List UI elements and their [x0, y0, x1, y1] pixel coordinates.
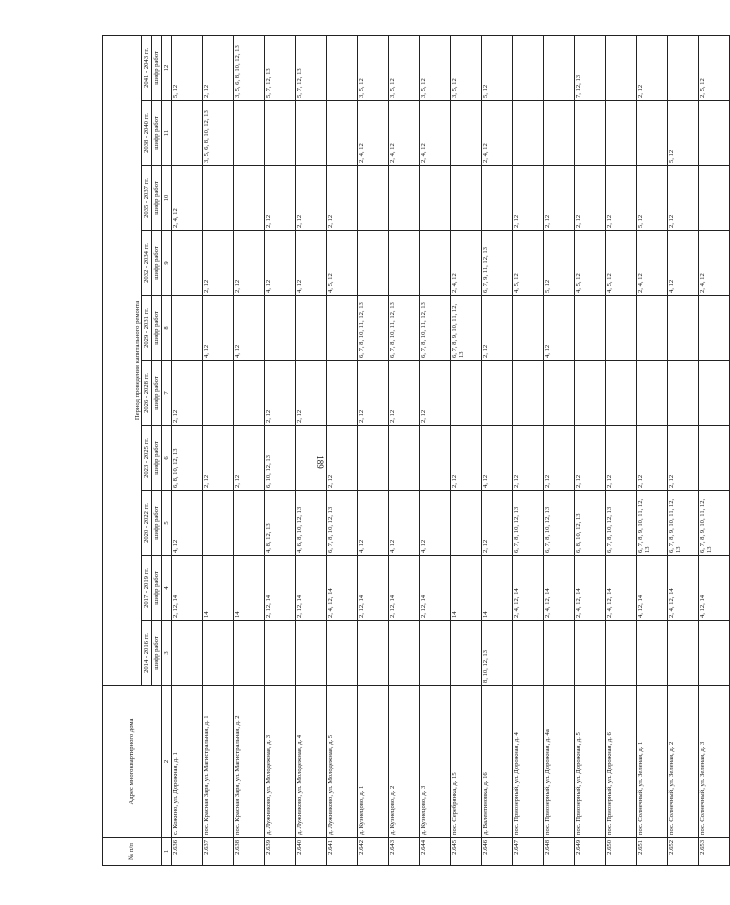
- work-code-cell: 4, 5, 12: [513, 231, 544, 296]
- work-code-cell: 4, 12: [296, 231, 327, 296]
- row-number: 2.650: [606, 838, 637, 866]
- work-code-cell: 2, 12, 14: [172, 556, 203, 621]
- work-code-cell: [699, 166, 730, 231]
- header-period-4: 2023 - 2025 гг.: [142, 426, 152, 491]
- row-address: д. Лужниково, ул. Молодежная, д. 4: [296, 686, 327, 838]
- row-number: 2.636: [172, 838, 203, 866]
- work-code-cell: [544, 621, 575, 686]
- work-code-cell: 14: [234, 556, 265, 621]
- header-num: № п/п: [103, 838, 162, 866]
- work-code-cell: [575, 361, 606, 426]
- work-code-cell: 4, 12: [420, 491, 451, 556]
- row-address: д. Лужниково, ул. Молодежная, д. 3: [265, 686, 296, 838]
- work-code-cell: [451, 166, 482, 231]
- work-code-cell: [389, 231, 420, 296]
- work-code-cell: 5, 12: [668, 101, 699, 166]
- work-code-cell: [637, 296, 668, 361]
- work-code-cell: [575, 101, 606, 166]
- work-code-cell: 4, 12, 14: [637, 556, 668, 621]
- row-address: д. Лужниково, ул. Молодежная, д. 5: [327, 686, 358, 838]
- row-address: пос. Солнечный, ул. Зеленая, д. 1: [637, 686, 668, 838]
- work-code-cell: [327, 361, 358, 426]
- column-number: 10: [162, 166, 172, 231]
- work-code-cell: 6, 7, 8, 9, 10, 11, 12, 13: [699, 491, 730, 556]
- work-code-cell: [451, 101, 482, 166]
- column-number: 5: [162, 491, 172, 556]
- work-code-cell: 3, 5, 6, 8, 10, 12, 13: [234, 35, 265, 100]
- work-code-cell: 2, 12: [327, 166, 358, 231]
- work-code-cell: [606, 621, 637, 686]
- work-code-cell: 2, 4, 12, 14: [327, 556, 358, 621]
- row-number: 2.645: [451, 838, 482, 866]
- work-code-cell: [234, 166, 265, 231]
- work-code-cell: [265, 296, 296, 361]
- work-code-cell: [699, 296, 730, 361]
- rotated-page: [102, 36, 714, 866]
- work-code-cell: 2, 4, 12, 14: [513, 556, 544, 621]
- table-row: [451, 35, 482, 865]
- work-code-cell: [296, 426, 327, 491]
- header-work-code: шифр работ: [152, 35, 162, 100]
- row-number: 2.647: [513, 838, 544, 866]
- work-code-cell: 2, 12: [668, 426, 699, 491]
- work-code-cell: 4, 12: [203, 296, 234, 361]
- column-number: 9: [162, 231, 172, 296]
- work-code-cell: 6, 7, 8, 10, 11, 12, 13: [420, 296, 451, 361]
- work-code-cell: 6, 7, 8, 10, 12, 13: [513, 491, 544, 556]
- row-number: 2.640: [296, 838, 327, 866]
- work-code-cell: 5, 12: [482, 35, 513, 100]
- work-code-cell: [172, 296, 203, 361]
- column-number: 6: [162, 426, 172, 491]
- work-code-cell: 4, 12, 14: [699, 556, 730, 621]
- work-code-cell: 3, 5, 12: [451, 35, 482, 100]
- work-code-cell: [606, 361, 637, 426]
- work-code-cell: 2, 12: [203, 35, 234, 100]
- row-address: д. Кузнецово, д. 2: [389, 686, 420, 838]
- work-code-cell: [327, 296, 358, 361]
- work-code-cell: 2, 12: [172, 361, 203, 426]
- work-code-cell: 2, 12: [203, 426, 234, 491]
- header-period-8: 2035 - 2037 гг.: [142, 166, 152, 231]
- work-code-cell: [668, 361, 699, 426]
- work-code-cell: [451, 361, 482, 426]
- work-code-cell: 2, 12: [637, 426, 668, 491]
- work-code-cell: 2, 4, 12: [451, 231, 482, 296]
- work-code-cell: [575, 621, 606, 686]
- work-code-cell: [699, 426, 730, 491]
- row-address: д. Валентиновка, д. 16: [482, 686, 513, 838]
- row-number: 2.649: [575, 838, 606, 866]
- work-code-cell: 4, 12: [172, 491, 203, 556]
- work-code-cell: 6, 7, 8, 10, 12, 13: [606, 491, 637, 556]
- work-code-cell: 6, 10, 12, 13: [265, 426, 296, 491]
- work-code-cell: 2, 12: [296, 166, 327, 231]
- work-code-cell: [327, 35, 358, 100]
- header-address: Адрес многоквартирного дома: [103, 686, 162, 838]
- table-row: [668, 35, 699, 865]
- header-work-code: шифр работ: [152, 621, 162, 686]
- work-code-cell: 2, 12: [482, 296, 513, 361]
- work-code-cell: 2, 12: [203, 231, 234, 296]
- work-code-cell: 2, 12: [389, 361, 420, 426]
- work-code-cell: 2, 4, 12: [482, 101, 513, 166]
- work-code-cell: [606, 101, 637, 166]
- table-row: [389, 35, 420, 865]
- work-code-cell: 2, 4, 12, 14: [668, 556, 699, 621]
- work-code-cell: 7, 12, 13: [575, 35, 606, 100]
- work-code-cell: [637, 101, 668, 166]
- work-code-cell: 2, 12, 14: [420, 556, 451, 621]
- row-number: 2.643: [389, 838, 420, 866]
- work-code-cell: [575, 296, 606, 361]
- work-code-cell: 2, 12: [606, 426, 637, 491]
- work-code-cell: [637, 621, 668, 686]
- work-code-cell: 6, 7, 8, 9, 10, 11, 12, 13: [668, 491, 699, 556]
- work-code-cell: [203, 166, 234, 231]
- work-code-cell: 6, 7, 8, 10, 11, 12, 13: [358, 296, 389, 361]
- table-row: [606, 35, 637, 865]
- row-number: 2.653: [699, 838, 730, 866]
- work-code-cell: [668, 35, 699, 100]
- row-address: пос. Приозерный, ул. Дорожная, д. 5: [575, 686, 606, 838]
- work-code-cell: [389, 621, 420, 686]
- row-address: пос. Серебрянка, д. 15: [451, 686, 482, 838]
- work-code-cell: 2, 12: [668, 166, 699, 231]
- work-code-cell: [451, 621, 482, 686]
- row-number: 2.637: [203, 838, 234, 866]
- work-code-cell: 2, 4, 12: [172, 166, 203, 231]
- column-number: 4: [162, 556, 172, 621]
- work-code-cell: [544, 35, 575, 100]
- work-code-cell: [420, 426, 451, 491]
- work-code-cell: [234, 101, 265, 166]
- column-number: 8: [162, 296, 172, 361]
- column-number: 3: [162, 621, 172, 686]
- work-code-cell: [482, 361, 513, 426]
- header-period-3: 2020 - 2022 гг.: [142, 491, 152, 556]
- column-number: 2: [162, 686, 172, 838]
- work-code-cell: 6, 8, 10, 12, 13: [172, 426, 203, 491]
- work-code-cell: [296, 101, 327, 166]
- table-row: [637, 35, 668, 865]
- work-code-cell: 2, 12: [327, 426, 358, 491]
- work-code-cell: [668, 296, 699, 361]
- header-work-code: шифр работ: [152, 426, 162, 491]
- work-code-cell: 2, 12: [606, 166, 637, 231]
- header-work-code: шифр работ: [152, 166, 162, 231]
- work-code-cell: [296, 296, 327, 361]
- work-code-cell: 2, 4, 12, 14: [606, 556, 637, 621]
- work-code-cell: 4, 5, 12: [606, 231, 637, 296]
- column-number: 1: [162, 838, 172, 866]
- work-code-cell: 3, 5, 12: [389, 35, 420, 100]
- work-code-cell: 2, 12: [234, 231, 265, 296]
- row-number: 2.644: [420, 838, 451, 866]
- work-code-cell: 5, 12: [637, 166, 668, 231]
- work-code-cell: 2, 12: [575, 166, 606, 231]
- work-code-cell: 2, 4, 12, 14: [575, 556, 606, 621]
- capital-repair-table: [102, 35, 730, 866]
- work-code-cell: [482, 166, 513, 231]
- work-code-cell: [327, 101, 358, 166]
- work-code-cell: [172, 231, 203, 296]
- work-code-cell: [637, 361, 668, 426]
- work-code-cell: [668, 621, 699, 686]
- work-code-cell: [544, 101, 575, 166]
- work-code-cell: 5, 12: [544, 231, 575, 296]
- work-code-cell: 4, 6, 8, 10, 12, 13: [296, 491, 327, 556]
- work-code-cell: [699, 101, 730, 166]
- work-code-cell: 4, 12: [482, 426, 513, 491]
- work-code-cell: [203, 361, 234, 426]
- column-number: 7: [162, 361, 172, 426]
- header-work-code: шифр работ: [152, 361, 162, 426]
- work-code-cell: 2, 12: [420, 361, 451, 426]
- table-row: [482, 35, 513, 865]
- header-period-10: 2041 - 2043 гг.: [142, 35, 152, 100]
- work-code-cell: 4, 12: [544, 296, 575, 361]
- work-code-cell: 2, 12: [575, 426, 606, 491]
- work-code-cell: 2, 4, 12: [420, 101, 451, 166]
- row-address: пос. Приозерный, ул. Дорожная, д. 4а: [544, 686, 575, 838]
- work-code-cell: [606, 296, 637, 361]
- table-row: [327, 35, 358, 865]
- work-code-cell: 2, 12: [451, 426, 482, 491]
- work-code-cell: 5, 7, 12, 13: [296, 35, 327, 100]
- work-code-cell: [358, 231, 389, 296]
- work-code-cell: 2, 12: [482, 491, 513, 556]
- work-code-cell: [234, 361, 265, 426]
- work-code-cell: [172, 621, 203, 686]
- work-code-cell: 4, 12: [668, 231, 699, 296]
- work-code-cell: 2, 12: [544, 166, 575, 231]
- header-period-1: 2014 - 2016 гг.: [142, 621, 152, 686]
- work-code-cell: [358, 426, 389, 491]
- row-address: д. Кузнецово, д. 3: [420, 686, 451, 838]
- page-number: 189: [315, 455, 325, 469]
- work-code-cell: [513, 101, 544, 166]
- table-row: [296, 35, 327, 865]
- work-code-cell: 3, 5, 6, 8, 10, 12, 13: [203, 101, 234, 166]
- work-code-cell: [389, 166, 420, 231]
- work-code-cell: 4, 8, 12, 13: [265, 491, 296, 556]
- work-code-cell: [265, 101, 296, 166]
- table-row: [234, 35, 265, 865]
- work-code-cell: 3, 5, 12: [420, 35, 451, 100]
- work-code-cell: [451, 491, 482, 556]
- header-work-code: шифр работ: [152, 101, 162, 166]
- header-work-code: шифр работ: [152, 231, 162, 296]
- work-code-cell: 4, 12: [265, 231, 296, 296]
- table-row: [172, 35, 203, 865]
- work-code-cell: [513, 35, 544, 100]
- header-work-code: шифр работ: [152, 491, 162, 556]
- work-code-cell: 4, 5, 12: [575, 231, 606, 296]
- column-number: 11: [162, 101, 172, 166]
- work-code-cell: 14: [482, 556, 513, 621]
- work-code-cell: 4, 12: [389, 491, 420, 556]
- row-number: 2.646: [482, 838, 513, 866]
- work-code-cell: 6, 7, 9, 11, 12, 13: [482, 231, 513, 296]
- work-code-cell: 2, 12: [296, 361, 327, 426]
- work-code-cell: [699, 621, 730, 686]
- work-code-cell: 2, 12: [358, 361, 389, 426]
- work-code-cell: 2, 12, 14: [296, 556, 327, 621]
- work-code-cell: 14: [203, 556, 234, 621]
- work-code-cell: 2, 12, 14: [265, 556, 296, 621]
- work-code-cell: 6, 8, 10, 12, 13: [575, 491, 606, 556]
- work-code-cell: 2, 12: [265, 166, 296, 231]
- row-address: пос. Красная Заря, ул. Магистральная, д. 2: [234, 686, 265, 838]
- work-code-cell: 2, 12: [234, 426, 265, 491]
- row-number: 2.652: [668, 838, 699, 866]
- work-code-cell: [172, 101, 203, 166]
- header-period-7: 2032 - 2034 гг.: [142, 231, 152, 296]
- row-address: пос. Красная Заря, ул. Магистральная, д. 1: [203, 686, 234, 838]
- row-address: с. Кожино, ул. Дорожная, д. 1: [172, 686, 203, 838]
- work-code-cell: [606, 35, 637, 100]
- work-code-cell: [358, 166, 389, 231]
- work-code-cell: 6, 7, 8, 10, 11, 12, 13: [389, 296, 420, 361]
- work-code-cell: [513, 621, 544, 686]
- row-number: 2.639: [265, 838, 296, 866]
- work-code-cell: 3, 5, 12: [358, 35, 389, 100]
- row-address: пос. Приозерный, ул. Дорожная, д. 6: [606, 686, 637, 838]
- work-code-cell: [265, 621, 296, 686]
- work-code-cell: [389, 426, 420, 491]
- work-code-cell: [327, 621, 358, 686]
- row-number: 2.641: [327, 838, 358, 866]
- work-code-cell: 2, 12: [513, 166, 544, 231]
- work-code-cell: 2, 4, 12, 14: [544, 556, 575, 621]
- work-code-cell: [420, 621, 451, 686]
- header-period-6: 2029 - 2031 гг.: [142, 296, 152, 361]
- work-code-cell: 2, 4, 12: [389, 101, 420, 166]
- work-code-cell: 4, 5, 12: [327, 231, 358, 296]
- header-period-2: 2017 - 2019 гг.: [142, 556, 152, 621]
- work-code-cell: 2, 4, 12: [699, 231, 730, 296]
- work-code-cell: 2, 4, 12: [637, 231, 668, 296]
- work-code-cell: 2, 12: [265, 361, 296, 426]
- column-number: 12: [162, 35, 172, 100]
- table-row: [699, 35, 730, 865]
- work-code-cell: [296, 621, 327, 686]
- header-work-code: шифр работ: [152, 556, 162, 621]
- work-code-cell: [513, 296, 544, 361]
- row-address: пос. Солнечный, ул. Зеленая, д. 2: [668, 686, 699, 838]
- work-code-cell: [203, 491, 234, 556]
- work-code-cell: [420, 231, 451, 296]
- work-code-cell: 5, 12: [172, 35, 203, 100]
- work-code-cell: 5, 7, 12, 13: [265, 35, 296, 100]
- work-code-cell: 8, 10, 12, 13: [482, 621, 513, 686]
- work-code-cell: 2, 4, 12: [358, 101, 389, 166]
- header-work-code: шифр работ: [152, 296, 162, 361]
- work-code-cell: 6, 7, 8, 9, 10, 11, 12, 13: [637, 491, 668, 556]
- table-row: [420, 35, 451, 865]
- work-code-cell: 6, 7, 8, 9, 10, 11, 12, 13: [451, 296, 482, 361]
- work-code-cell: [513, 361, 544, 426]
- table-row: [203, 35, 234, 865]
- row-number: 2.648: [544, 838, 575, 866]
- row-number: 2.642: [358, 838, 389, 866]
- row-address: пос. Солнечный, ул. Зеленая, д. 3: [699, 686, 730, 838]
- work-code-cell: 2, 12: [637, 35, 668, 100]
- work-code-cell: [699, 361, 730, 426]
- table-row: [513, 35, 544, 865]
- work-code-cell: 2, 12, 14: [358, 556, 389, 621]
- row-number: 2.651: [637, 838, 668, 866]
- work-code-cell: 6, 7, 8, 10, 12, 13: [544, 491, 575, 556]
- work-code-cell: 6, 7, 8, 10, 12, 13: [327, 491, 358, 556]
- work-code-cell: 2, 12: [544, 426, 575, 491]
- row-address: пос. Приозерный, ул. Дорожная, д. 4: [513, 686, 544, 838]
- table-row: [265, 35, 296, 865]
- work-code-cell: 4, 12: [234, 296, 265, 361]
- work-code-cell: 2, 12: [513, 426, 544, 491]
- row-address: д. Кузнецово, д. 1: [358, 686, 389, 838]
- work-code-cell: 2, 12, 14: [389, 556, 420, 621]
- work-code-cell: [234, 491, 265, 556]
- header-period: Период проведения капитального ремонта: [103, 35, 142, 685]
- table-row: [358, 35, 389, 865]
- work-code-cell: [203, 621, 234, 686]
- work-code-cell: [358, 621, 389, 686]
- work-code-cell: 4, 12: [358, 491, 389, 556]
- table-row: [544, 35, 575, 865]
- work-code-cell: 14: [451, 556, 482, 621]
- work-code-cell: [234, 621, 265, 686]
- row-number: 2.638: [234, 838, 265, 866]
- work-code-cell: [544, 361, 575, 426]
- work-code-cell: [420, 166, 451, 231]
- header-period-5: 2026 - 2028 гг.: [142, 361, 152, 426]
- work-code-cell: 2, 5, 12: [699, 35, 730, 100]
- header-period-9: 2038 - 2040 гг.: [142, 101, 152, 166]
- table-row: [575, 35, 606, 865]
